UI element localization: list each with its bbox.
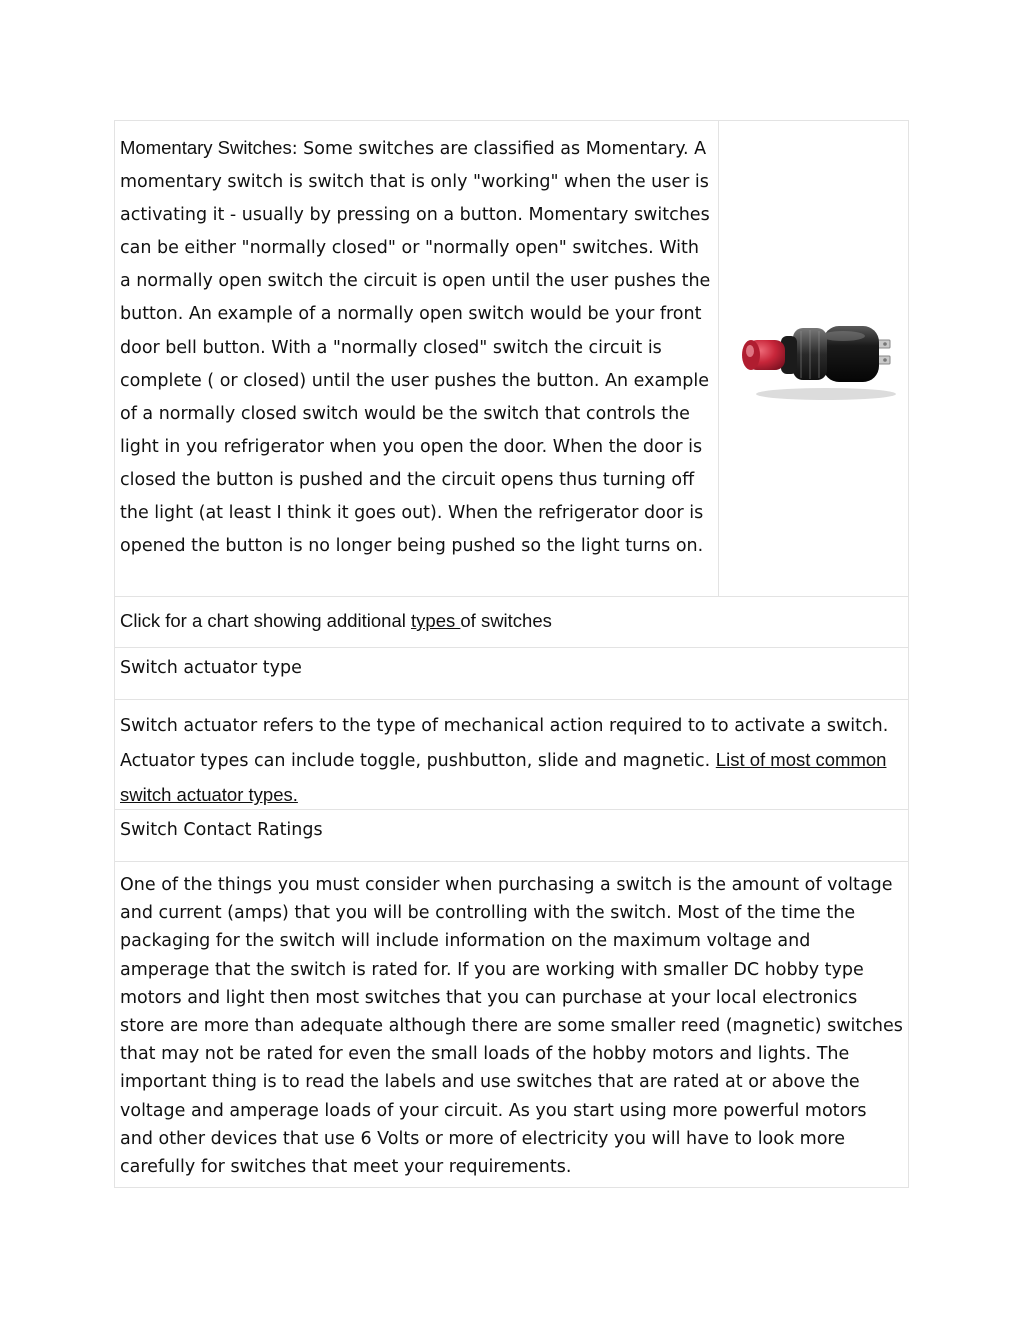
actuator-body: Switch actuator refers to the type of mechanical action required to to activate a switch. Actuator types can include toggle, pushbutton, slide and magnetic. [120,716,889,772]
types-link[interactable]: types [411,610,461,631]
actuator-paragraph [120,710,903,813]
pushbutton-switch-image [731,306,921,426]
ratings-body-row [115,861,908,1187]
momentary-row [115,121,908,596]
ratings-heading: Switch Contact Ratings [120,820,323,840]
momentary-text-cell [115,121,719,596]
momentary-lead: Momentary Switches [120,137,292,158]
momentary-paragraph [120,131,713,563]
actuator-heading: Switch actuator type [120,658,302,678]
chart-link-suffix: of switches [460,610,552,631]
actuator-heading-row [115,647,908,699]
actuator-body-row [115,699,908,809]
chart-link-prefix: Click for a chart showing additional [120,610,412,631]
chart-link-row [115,596,908,647]
momentary-body: : Some switches are classified as Momentary. A momentary switch is switch that is only "working" when the user is activating it - usually by pressing on a button. Momentary switches can be either "normally closed" or "normally open" switches. With a normally open switch the circuit is open until the user pushes the button. An example of a normally open switch would be your front door bell button. With a "normally closed" switch the circuit is complete ( or closed) until the user pushes the button. An example of a normally closed switch would be the switch that controls the light in you refrigerator when you open the door. When the door is closed the button is pushed and the circuit opens thus turning off the light (at least I think it goes out). When the refrigerator door is opened the button is no longer being pushed so the light turns on. [120,139,711,557]
ratings-heading-row [115,809,908,861]
content-table [114,120,909,1188]
ratings-paragraph: One of the things you must consider when purchasing a switch is the amount of voltage and current (amps) that you will be controlling with the switch. Most of the time the packaging for the switch will include information on the maximum voltage and amperage that the switch is rated for. If you are working with smaller DC hobby type motors and light then most switches that you can purchase at your local electronics store are more than adequate although there are some smaller reed (magnetic) switches that may not be rated for even the small loads of the hobby motors and lights. The important thing is to read the labels and use switches that are rated at or above the voltage and amperage loads of your circuit. As you start using more powerful motors and other devices that use 6 Volts or more of electricity you will have to look more carefully for switches that meet your requirements. [120,875,903,1178]
actuator-types-link[interactable]: List of most common switch actuator types. [120,749,887,806]
pushbutton-image-cell [719,121,908,596]
